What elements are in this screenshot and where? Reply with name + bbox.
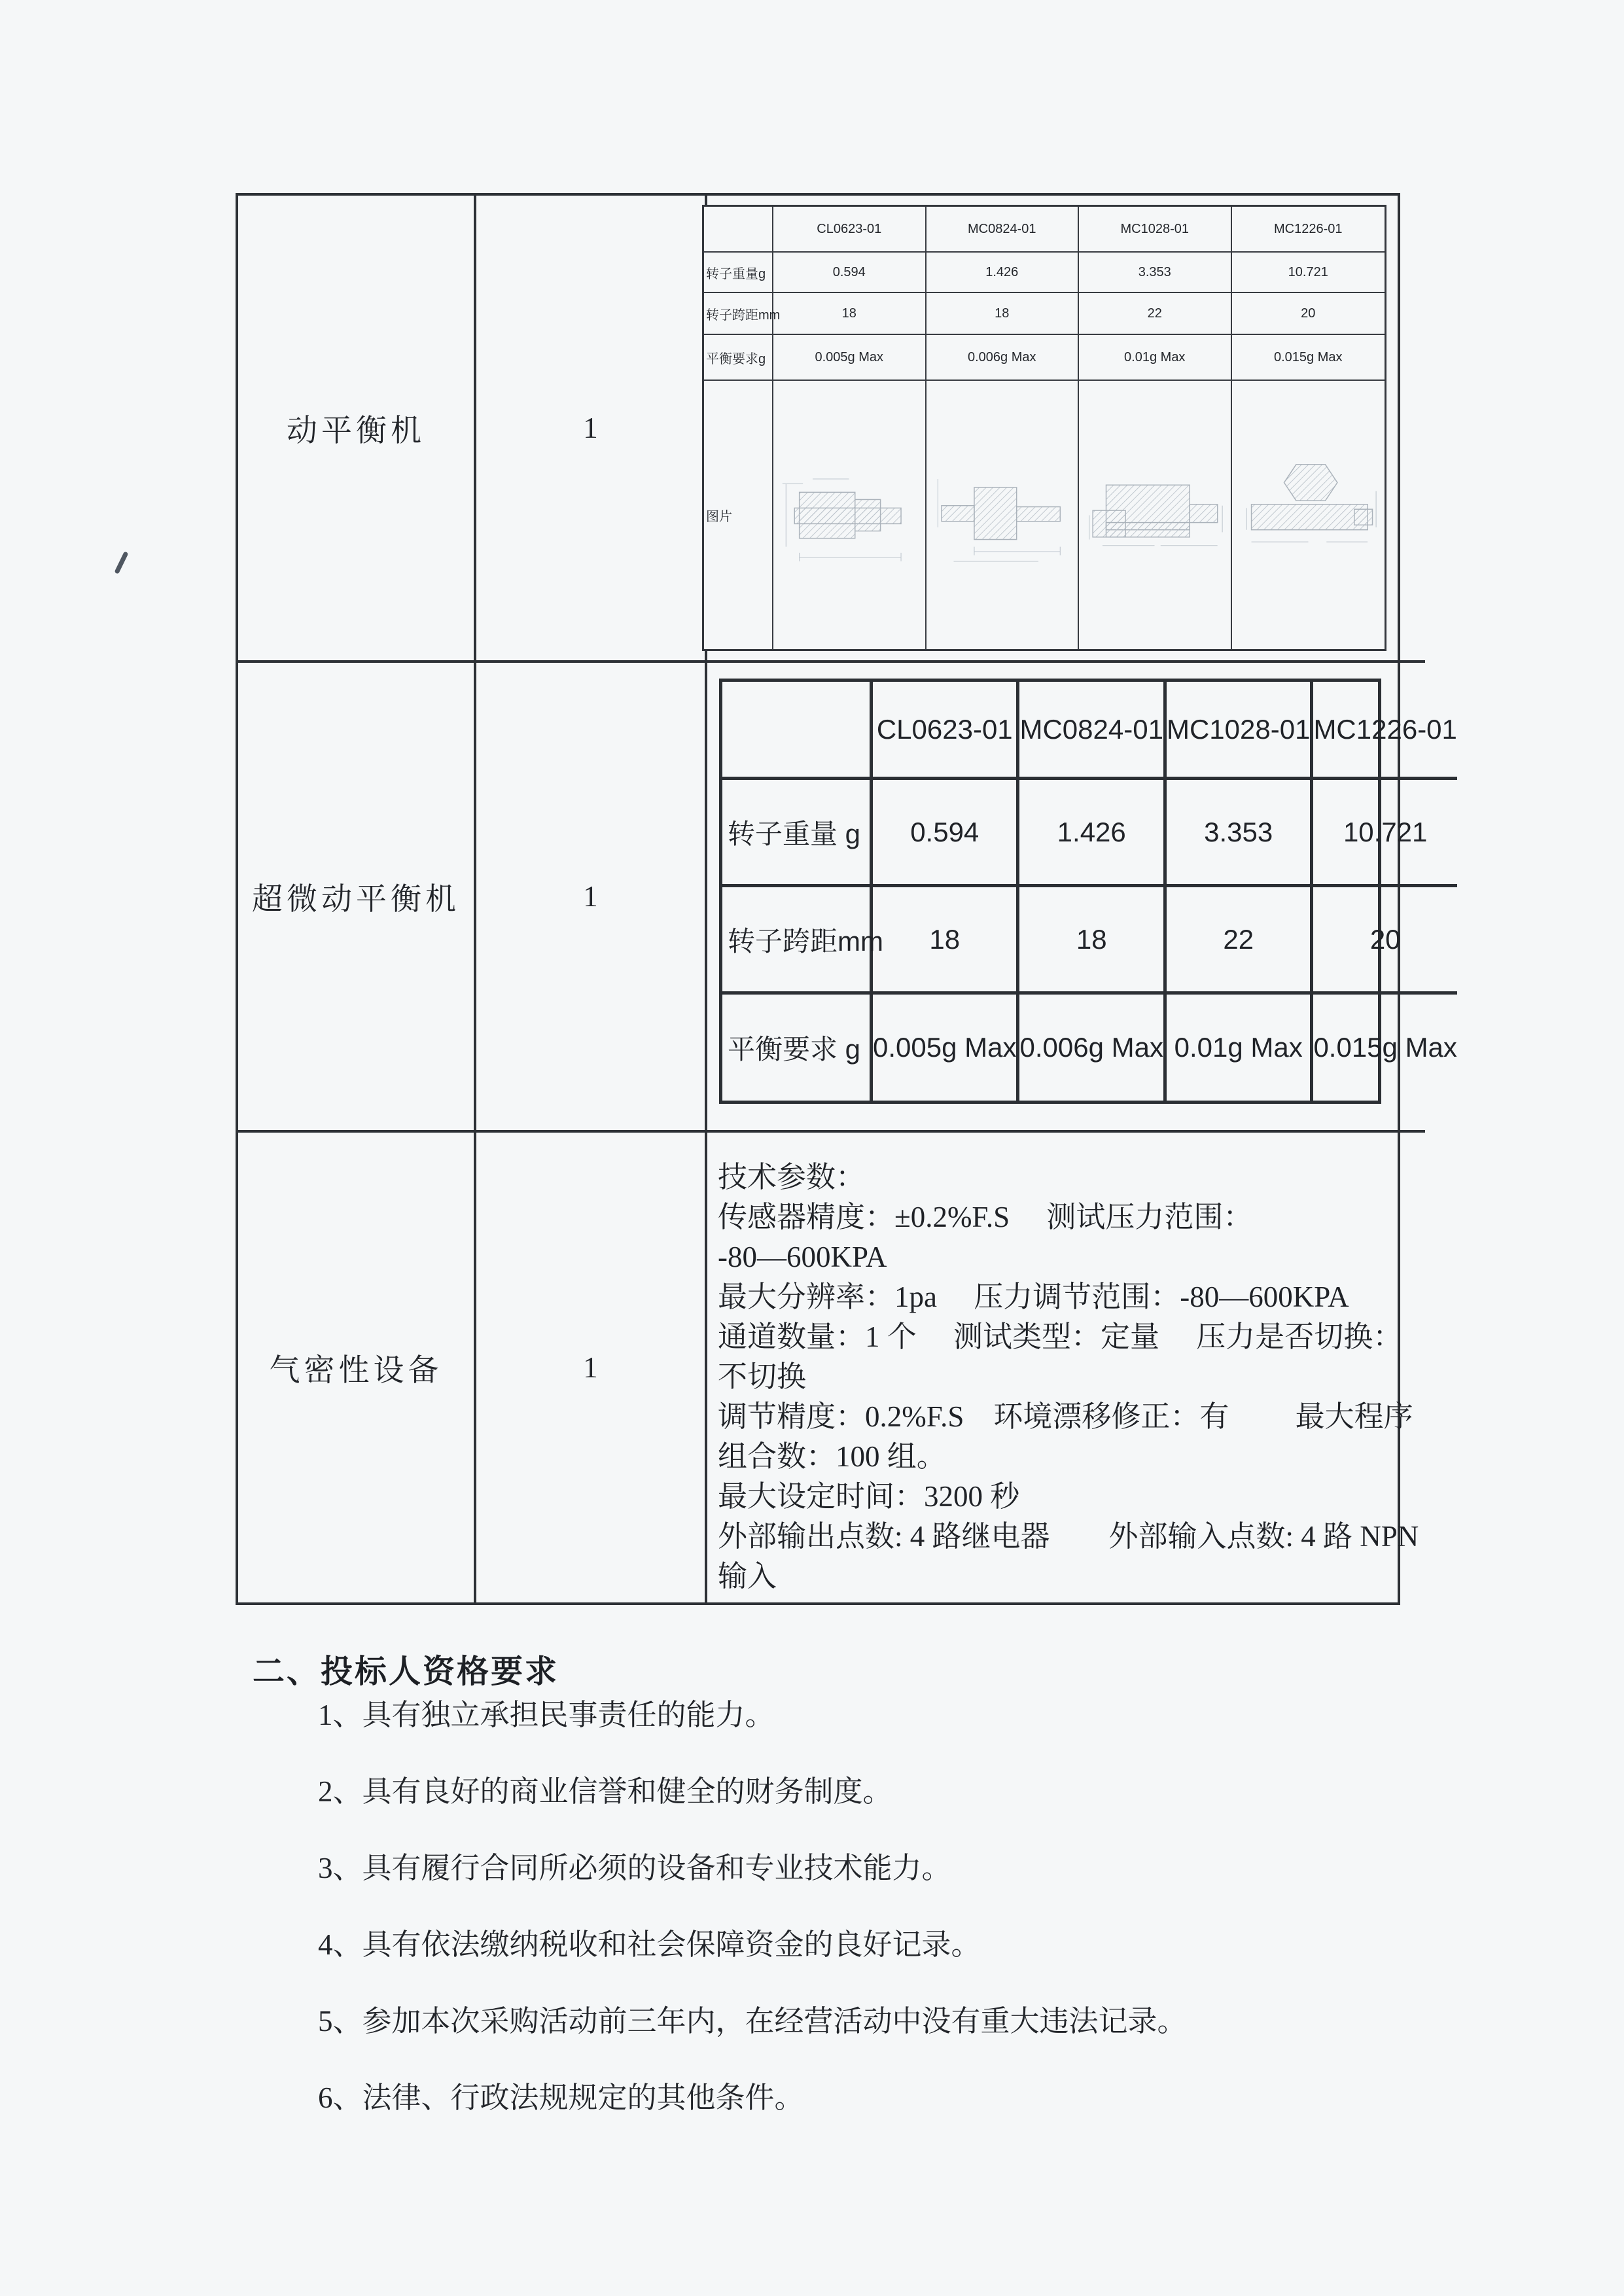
spec-row-label: 转子跨距mm: [704, 293, 773, 335]
rotor-drawing-mc1226: [1235, 455, 1382, 576]
spec-col-header: MC1028-01: [1079, 207, 1232, 253]
tech-param-line: 最大分辨率：1pa 压力调节范围：-80—600KPA: [718, 1280, 1349, 1313]
spec-col-header: MC0824-01: [1019, 682, 1166, 780]
equipment-detail-cell: [707, 663, 1457, 1133]
spec-col-header: MC1226-01: [1313, 682, 1456, 780]
tech-param-line: -80—600KPA: [718, 1241, 887, 1273]
tech-params-block: [707, 1133, 1425, 1597]
rotor-drawing-cell: [773, 381, 927, 649]
tech-param-line: 最大设定时间：3200 秒: [718, 1480, 1020, 1513]
spec-value: 18: [773, 293, 927, 335]
section-heading: 二、投标人资格要求: [253, 1653, 559, 1689]
spec-value: 0.594: [873, 780, 1019, 887]
spec-value: 3.353: [1167, 780, 1313, 887]
spec-value: 18: [873, 887, 1019, 995]
spec-value: 0.006g Max: [1019, 995, 1166, 1101]
spec-value: 0.006g Max: [927, 335, 1080, 381]
tech-param-line: 传感器精度：±0.2%F.S 测试压力范围：: [718, 1201, 1253, 1233]
spec-value: 10.721: [1313, 780, 1456, 887]
spec-corner-cell: [722, 682, 873, 780]
equipment-qty-cell: [476, 1133, 707, 1602]
tech-param-line: 外部输出点数: 4 路继电器 外部输入点数: 4 路 NPN: [718, 1520, 1419, 1553]
spec-value: 20: [1232, 293, 1385, 335]
tech-param-line: 技术参数：: [718, 1161, 866, 1193]
equipment-name-cell: [238, 196, 476, 663]
spec-value: 3.353: [1079, 253, 1232, 293]
spec-row-label: 转子重量 g: [722, 780, 873, 887]
equipment-detail-cell: [707, 196, 1425, 663]
spec-table-large: [719, 679, 1457, 1104]
tech-param-line: 输入: [718, 1560, 777, 1593]
equipment-qty: 1: [583, 412, 598, 444]
equipment-name: 动平衡机: [287, 414, 425, 448]
spec-col-header: CL0623-01: [873, 682, 1019, 780]
spec-value: 0.015g Max: [1313, 1032, 1457, 1063]
spec-value: 22: [1167, 887, 1313, 995]
equipment-qty: 1: [583, 880, 598, 913]
tech-param-line: 调节精度：0.2%F.S 环境漂移修正：有 最大程序: [718, 1400, 1413, 1433]
equipment-qty-cell: [476, 663, 707, 1133]
equipment-qty: 1: [583, 1351, 598, 1384]
spec-value: 0.01g Max: [1079, 335, 1232, 381]
spec-value: 0.01g Max: [1167, 995, 1313, 1101]
spec-value: 0.015g Max: [1232, 335, 1385, 381]
spec-value: 18: [1019, 887, 1166, 995]
equipment-name: 超微动平衡机: [252, 882, 460, 917]
equipment-qty-cell: [476, 196, 707, 663]
spec-picture-label: 图片: [704, 381, 773, 649]
spec-value: 1.426: [927, 253, 1080, 293]
spec-value: 20: [1313, 887, 1456, 995]
qualification-item: 1、具有独立承担民事责任的能力。: [318, 1699, 775, 1731]
spec-col-header: MC1226-01: [1232, 207, 1385, 253]
spec-corner-cell: [704, 207, 773, 253]
rotor-drawing-mc0824: [928, 455, 1076, 576]
qualification-item: 2、具有良好的商业信誉和健全的财务制度。: [318, 1775, 892, 1808]
spec-col-header: MC0824-01: [927, 207, 1080, 253]
equipment-table: [236, 193, 1457, 1605]
spec-value: 10.721: [1232, 253, 1385, 293]
equipment-name-cell: [238, 663, 476, 1133]
tech-param-line: 不切换: [718, 1360, 807, 1393]
equipment-name: 气密性设备: [269, 1353, 443, 1388]
tech-param-line: 通道数量：1 个 测试类型：定量 压力是否切换：: [718, 1320, 1403, 1353]
qualification-item: 6、法律、行政法规规定的其他条件。: [318, 2081, 804, 2114]
spec-value: 0.005g Max: [873, 995, 1019, 1101]
qualification-item: 3、具有履行合同所必须的设备和专业技术能力。: [318, 1852, 951, 1884]
spec-row-label: 平衡要求 g: [722, 995, 873, 1101]
equipment-name-cell: [238, 1133, 476, 1602]
ink-mark: [114, 551, 128, 574]
spec-value: 0.005g Max: [773, 335, 927, 381]
spec-col-header: MC1028-01: [1167, 682, 1313, 780]
qualification-item: 5、参加本次采购活动前三年内，在经营活动中没有重大违法记录。: [318, 2005, 1187, 2038]
rotor-drawing-cell: [1079, 381, 1232, 649]
spec-table-small: [702, 205, 1386, 651]
spec-value: 18: [927, 293, 1080, 335]
equipment-detail-cell: [707, 1133, 1425, 1602]
rotor-drawing-cl0623: [775, 455, 923, 576]
rotor-drawing-mc1028: [1081, 455, 1228, 576]
qualification-item: 4、具有依法缴纳税收和社会保障资金的良好记录。: [318, 1928, 981, 1961]
spec-value: 1.426: [1019, 780, 1166, 887]
spec-col-header: CL0623-01: [773, 207, 927, 253]
qualification-list: [318, 1699, 1187, 2158]
rotor-drawing-cell: [1232, 381, 1385, 649]
spec-value: 22: [1079, 293, 1232, 335]
spec-row-label: 转子重量g: [704, 253, 773, 293]
tech-param-line: 组合数：100 组。: [718, 1440, 946, 1473]
rotor-drawing-cell: [927, 381, 1080, 649]
spec-row-label: 转子跨距mm: [722, 887, 873, 995]
spec-row-label: 平衡要求g: [704, 335, 773, 381]
spec-value: 0.594: [773, 253, 927, 293]
